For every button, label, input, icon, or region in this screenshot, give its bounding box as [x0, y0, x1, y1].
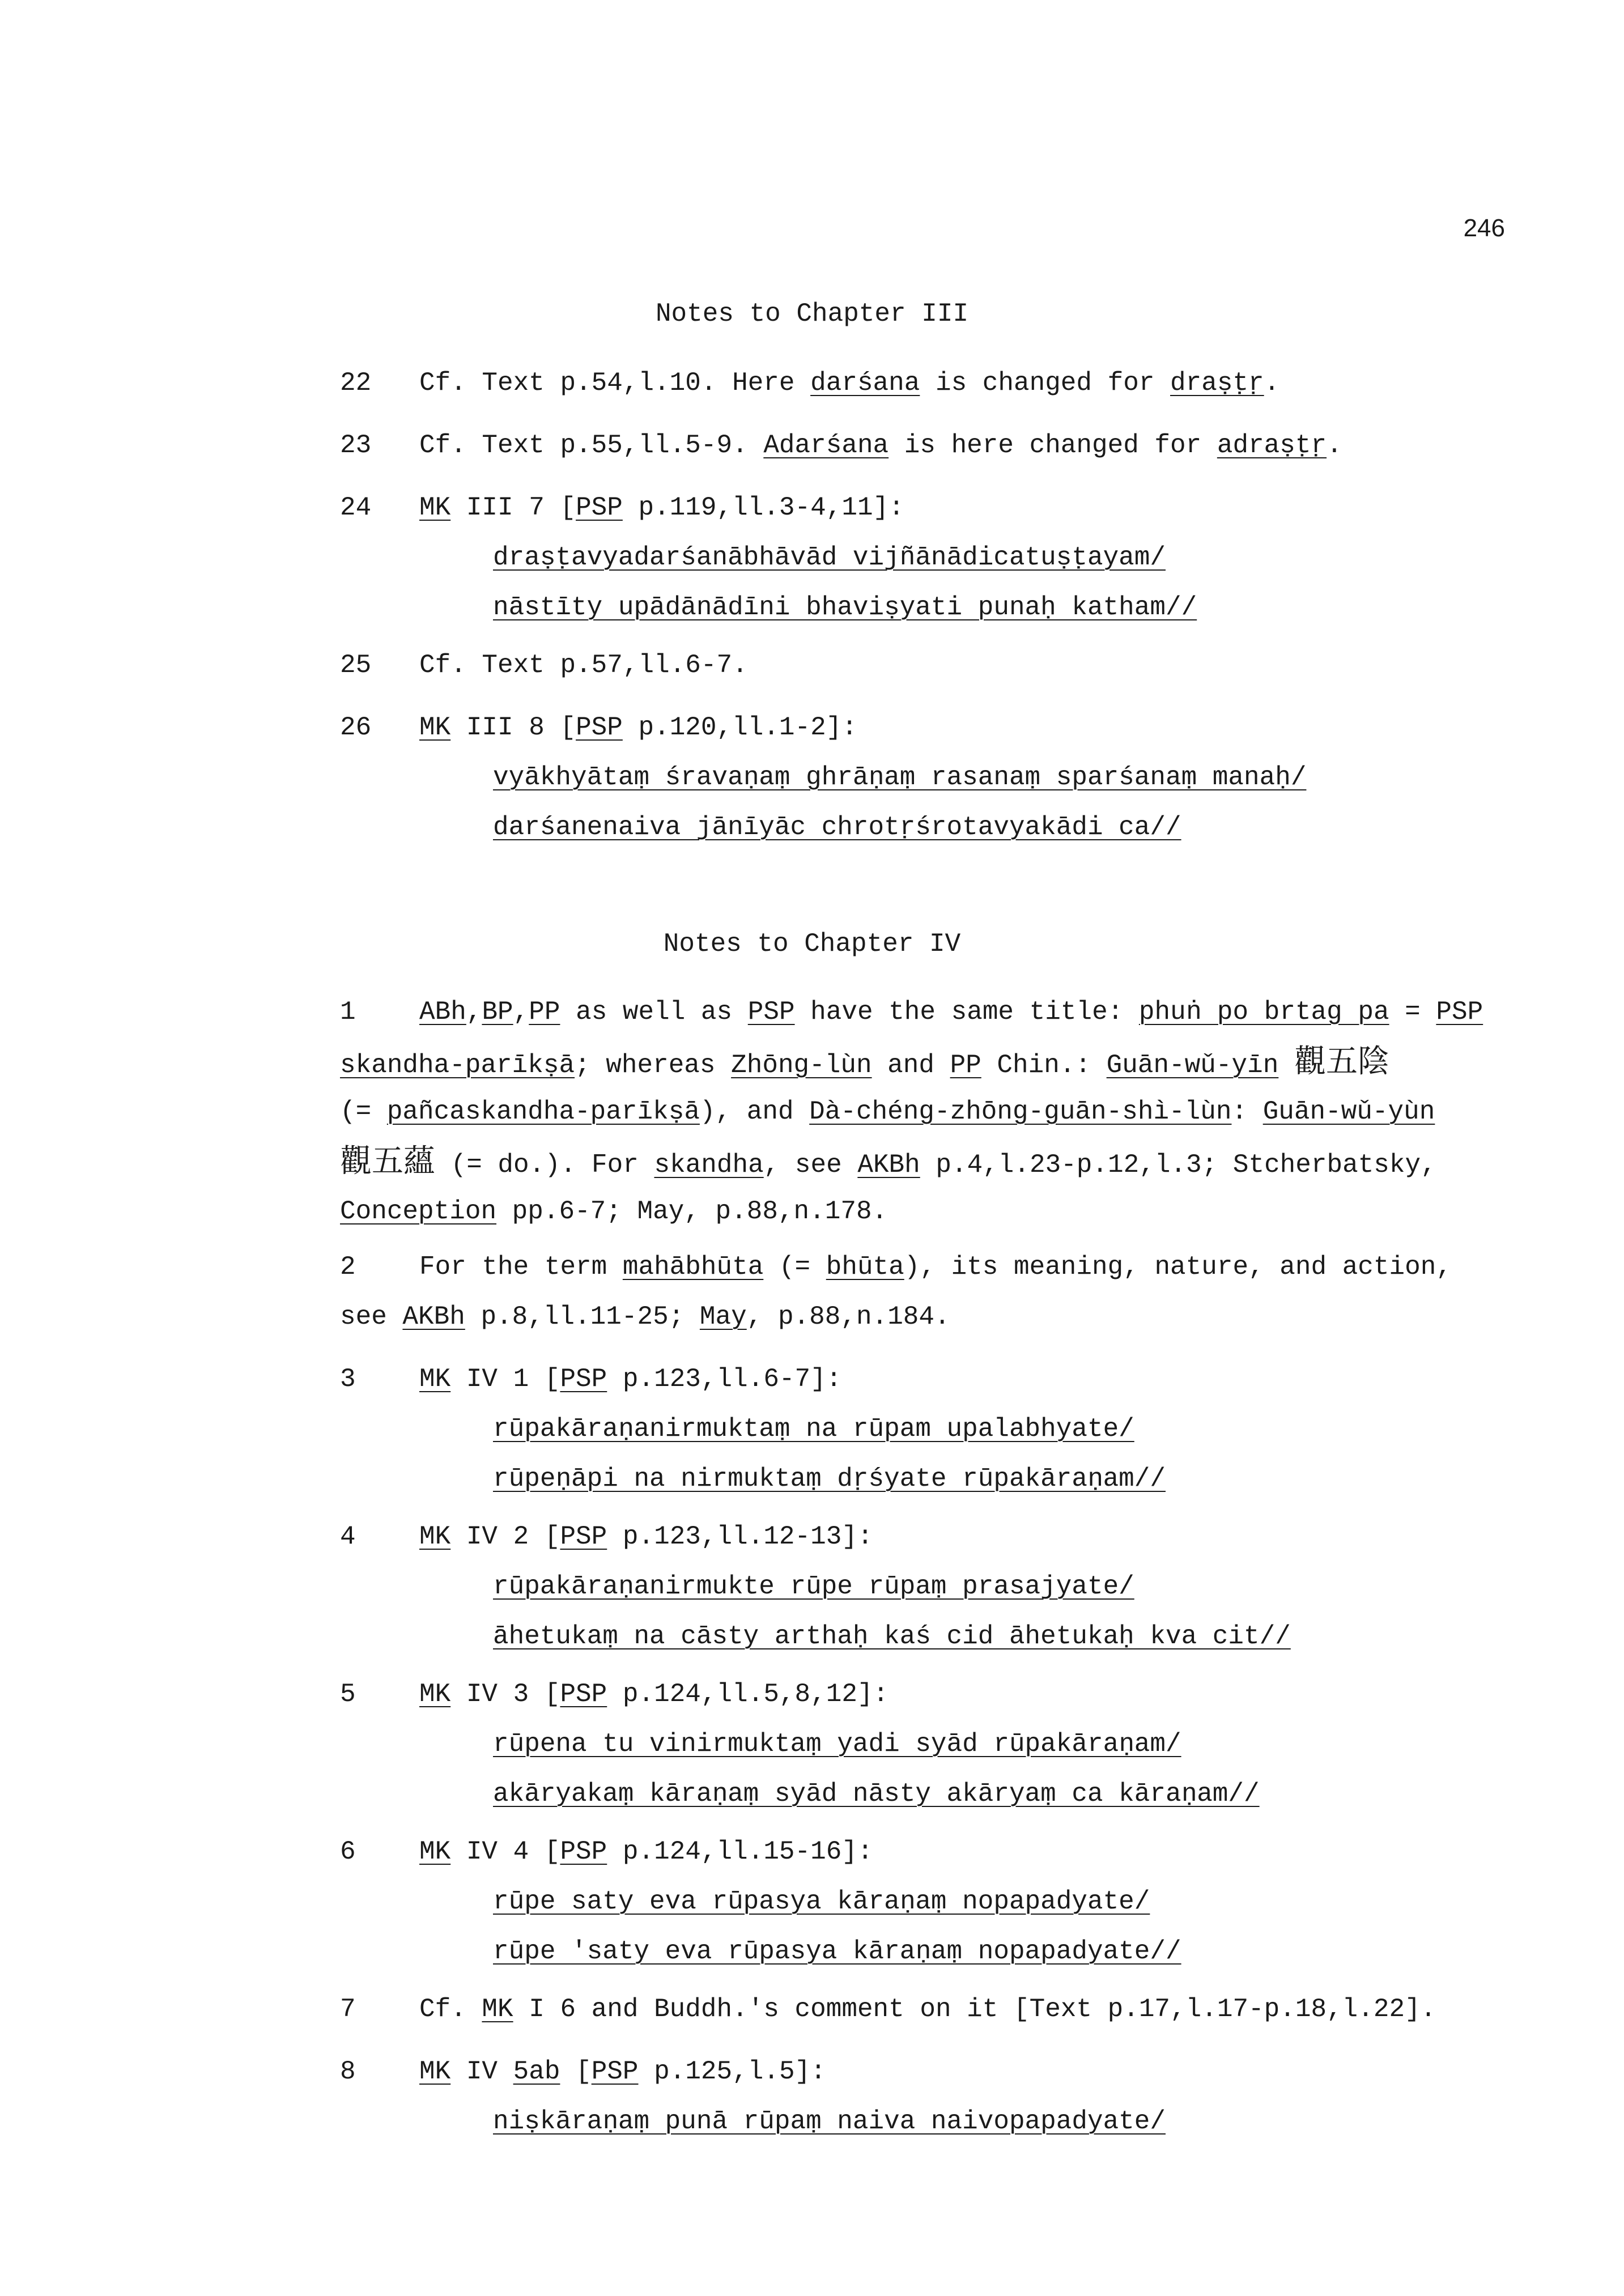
chapter-heading: Notes to Chapter IV [663, 929, 961, 959]
note-number: 4 [340, 1522, 356, 1551]
verse-line: darśanenaiva jānīyāc chrotṛśrotavyakādi ca// [493, 813, 1181, 842]
note-number: 8 [340, 2057, 356, 2086]
note-number: 5 [340, 1680, 356, 1709]
note-text: Cf. Text p.55,ll.5-9. Adarśana is here changed for adraṣṭṛ. [419, 431, 1342, 460]
note-text: (= pañcaskandha-parīkṣā), and Dà-chéng-zhōng-guān-shì-lùn: Guān-wǔ-yùn [340, 1097, 1435, 1126]
note-text: Cf. Text p.54,l.10. Here darśana is changed for draṣṭṛ. [419, 368, 1280, 398]
note-number: 23 [340, 431, 372, 460]
note-text: MK IV 4 [PSP p.124,ll.15-16]: [419, 1837, 873, 1866]
note-text: see AKBh p.8,ll.11-25; May, p.88,n.184. [340, 1302, 950, 1332]
verse-line: niṣkāraṇaṃ punā rūpaṃ naiva naivopapadyate/ [493, 2107, 1166, 2136]
note-text: ABh,BP,PP as well as PSP have the same title: phuṅ po brtag pa = PSP [419, 997, 1483, 1027]
verse-line: rūpena tu vinirmuktaṃ yadi syād rūpakāraṇam/ [493, 1729, 1181, 1759]
chinese-title: 觀五蘊 [340, 1143, 435, 1180]
verse-line: rūpe 'saty eva rūpasya kāraṇaṃ nopapadyate// [493, 1937, 1181, 1966]
chapter-heading: Notes to Chapter III [655, 299, 969, 329]
note-text: MK III 8 [PSP p.120,ll.1-2]: [419, 713, 857, 742]
note-number: 2 [340, 1252, 356, 1282]
note-text: skandha-parīkṣā; whereas Zhōng-lùn and PP Chin.: Guān-wǔ-yīn 觀五陰 [340, 1043, 1389, 1080]
note-text: 觀五蘊 (= do.). For skandha, see AKBh p.4,l.23-p.12,l.3; Stcherbatsky, [340, 1143, 1436, 1180]
note-text: MK III 7 [PSP p.119,ll.3-4,11]: [419, 493, 904, 522]
note-text: MK IV 5ab [PSP p.125,l.5]: [419, 2057, 826, 2086]
verse-line: rūpakāraṇanirmukte rūpe rūpaṃ prasajyate/ [493, 1572, 1134, 1601]
verse-line: nāstīty upādānādīni bhaviṣyati punaḥ katham// [493, 593, 1197, 622]
note-text: Conception pp.6-7; May, p.88,n.178. [340, 1197, 888, 1226]
verse-line: āhetukaṃ na cāsty arthaḥ kaś cid āhetukaḥ kva cit// [493, 1622, 1291, 1651]
note-text: For the term mahābhūta (= bhūta), its meaning, nature, and action, [419, 1252, 1452, 1282]
note-text: MK IV 2 [PSP p.123,ll.12-13]: [419, 1522, 873, 1551]
note-number: 6 [340, 1837, 356, 1866]
note-number: 24 [340, 493, 372, 522]
note-text: MK IV 3 [PSP p.124,ll.5,8,12]: [419, 1680, 889, 1709]
verse-line: draṣṭavyadarśanābhāvād vijñānādicatuṣṭayam/ [493, 543, 1166, 572]
note-number: 1 [340, 997, 356, 1027]
note-number: 26 [340, 713, 372, 742]
verse-line: rūpakāraṇanirmuktaṃ na rūpam upalabhyate/ [493, 1414, 1134, 1444]
chinese-title: 觀五陰 [1294, 1043, 1389, 1080]
note-number: 25 [340, 650, 372, 680]
verse-line: rūpeṇāpi na nirmuktaṃ dṛśyate rūpakāraṇam// [493, 1464, 1166, 1494]
note-number: 3 [340, 1364, 356, 1394]
verse-line: akāryakaṃ kāraṇaṃ syād nāsty akāryaṃ ca kāraṇam// [493, 1779, 1260, 1809]
note-number: 22 [340, 368, 372, 398]
page-number: 246 [1463, 214, 1505, 242]
verse-line: vyākhyātaṃ śravaṇaṃ ghrāṇaṃ rasanaṃ sparśanaṃ manaḥ/ [493, 763, 1307, 792]
verse-line: rūpe saty eva rūpasya kāraṇaṃ nopapadyate/ [493, 1887, 1150, 1916]
note-text: Cf. Text p.57,ll.6-7. [419, 650, 748, 680]
note-text: MK IV 1 [PSP p.123,ll.6-7]: [419, 1364, 842, 1394]
note-number: 7 [340, 1995, 356, 2024]
note-text: Cf. MK I 6 and Buddh.'s comment on it [Text p.17,l.17-p.18,l.22]. [419, 1995, 1436, 2024]
